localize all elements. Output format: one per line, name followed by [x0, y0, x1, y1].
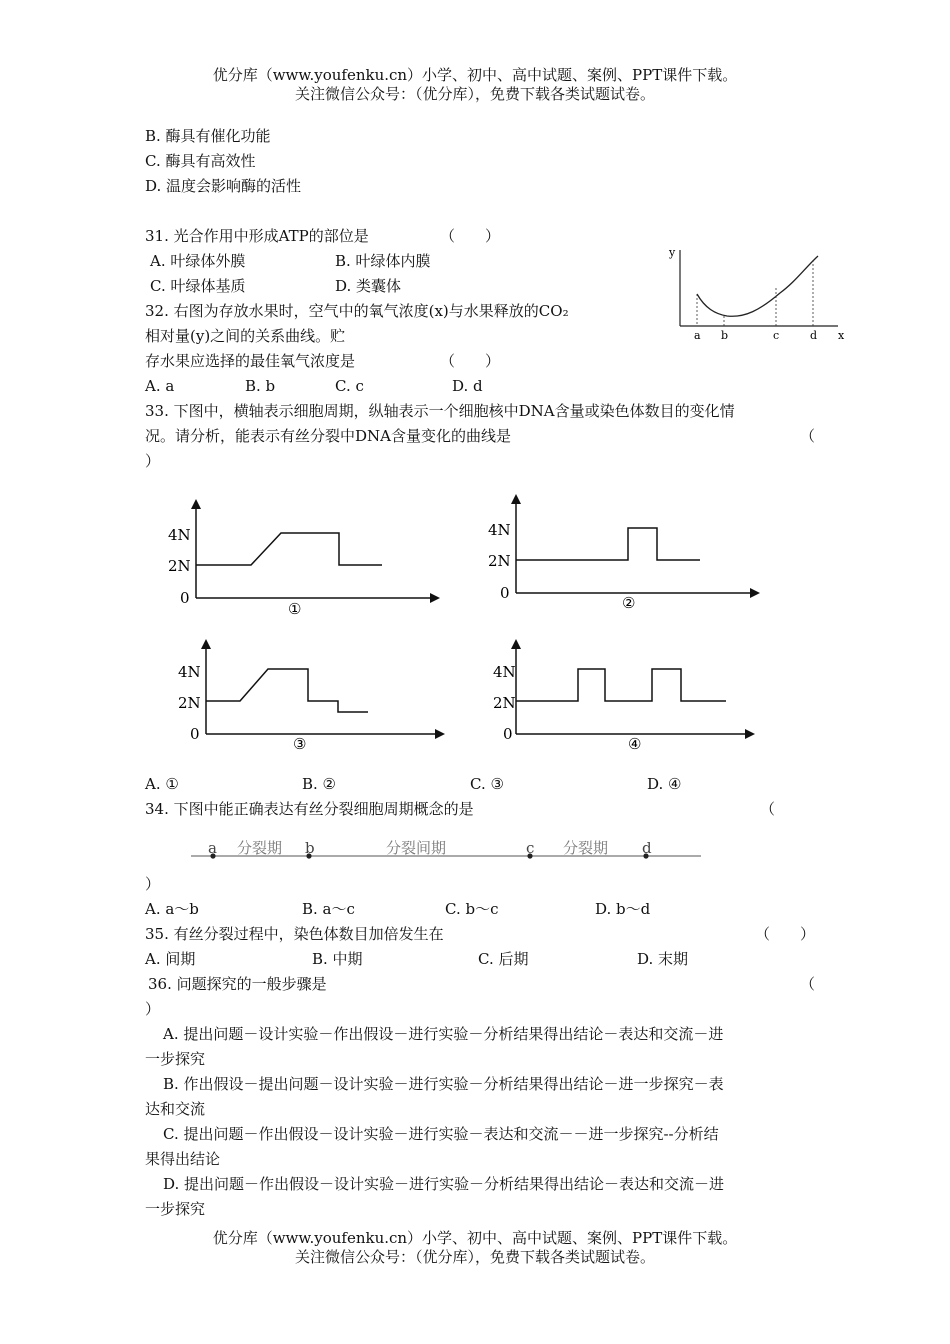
q36-option-d-line-2: 一步探究: [145, 1200, 206, 1218]
graph-2-curve: [516, 528, 700, 560]
q32-tick-a: a: [694, 329, 701, 342]
q33-graph-2: [480, 490, 770, 620]
q35-option-a: A. 间期: [145, 950, 196, 968]
graph-4-y-arrow: [511, 639, 521, 649]
q34-label-c: c: [526, 839, 535, 857]
q33-graph-1: [160, 495, 450, 625]
q33-graph-3: [170, 635, 460, 760]
q36-option-a-line-2: 一步探究: [145, 1050, 206, 1068]
q33-option-b: B. ②: [302, 775, 337, 793]
header-line-1: 优分库（www.youfenku.cn）小学、初中、高中试题、案例、PPT课件下载。: [212, 66, 738, 84]
q34-label-b: b: [305, 839, 315, 857]
q32-stem-line-3: 存水果应选择的最佳氧气浓度是: [145, 352, 356, 370]
q34-label-a: a: [208, 839, 217, 857]
q32-tick-d: d: [810, 329, 818, 342]
q35-answer-paren: （ ）: [755, 925, 816, 943]
q33-graph-4: [485, 635, 775, 760]
q32-option-a: A. a: [145, 377, 175, 395]
q32-answer-paren: （ ）: [440, 352, 501, 370]
q35-stem: 35. 有丝分裂过程中，染色体数目加倍发生在: [145, 925, 444, 943]
q34-stem: 34. 下图中能正确表达有丝分裂细胞周期概念的是: [145, 800, 474, 818]
graph-2-2n-label: 2N: [488, 552, 511, 570]
q33-option-d: D. ④: [647, 775, 682, 793]
graph-3-2n-label: 2N: [178, 694, 201, 712]
graph-3-4n-label: 4N: [178, 663, 201, 681]
graph-3-caption: ③: [293, 735, 307, 753]
q32-oxygen-co2-graph: [660, 238, 850, 348]
graph-1-x-arrow: [430, 593, 440, 603]
graph-1-caption: ①: [288, 600, 302, 618]
q31-option-b: B. 叶绿体内膜: [335, 252, 431, 270]
q33-paren-close: ）: [145, 452, 161, 470]
graph-4-curve: [516, 669, 726, 701]
q34-option-a: A. a～b: [145, 900, 199, 918]
q36-option-b-line-1: B. 作出假设－提出问题－设计实验－进行实验－分析结果得出结论－进一步探究－表: [163, 1075, 724, 1093]
q34-segment-division-1: 分裂期: [237, 839, 283, 857]
q34-option-d: D. b～d: [595, 900, 651, 918]
graph-4-4n-label: 4N: [493, 663, 516, 681]
q31-option-d: D. 类囊体: [335, 277, 402, 295]
q34-cell-cycle-line: [185, 833, 725, 868]
q36-option-b-line-2: 达和交流: [145, 1100, 206, 1118]
q30-option-c: C. 酶具有高效性: [145, 152, 256, 170]
q31-option-a: A. 叶绿体外膜: [150, 252, 246, 270]
graph-3-x-arrow: [435, 729, 445, 739]
q32-curve: [697, 256, 818, 316]
footer-line-2: 关注微信公众号：（优分库），免费下载各类试题试卷。: [294, 1248, 655, 1266]
graph-1-y-arrow: [191, 499, 201, 509]
q30-option-b: B. 酶具有催化功能: [145, 127, 271, 145]
q34-option-b: B. a～c: [302, 900, 355, 918]
graph-2-x-arrow: [750, 588, 760, 598]
graph-4-x-arrow: [745, 729, 755, 739]
q34-paren-open: （: [760, 800, 776, 818]
graph-2-y-arrow: [511, 494, 521, 504]
q33-stem-line-2: 况。请分析，能表示有丝分裂中DNA含量变化的曲线是: [145, 427, 511, 445]
q34-paren-close: ）: [145, 875, 161, 893]
q35-option-c: C. 后期: [478, 950, 529, 968]
q33-paren-open: （: [800, 427, 816, 445]
q36-option-d-line-1: D. 提出问题－作出假设－设计实验－进行实验－分析结果得出结论－表达和交流－进: [163, 1175, 725, 1193]
q32-option-d: D. d: [452, 377, 483, 395]
graph-4-caption: ④: [628, 735, 642, 753]
q36-option-c-line-2: 果得出结论: [145, 1150, 221, 1168]
q32-y-label: y: [669, 246, 676, 259]
q36-stem: 36. 问题探究的一般步骤是: [148, 975, 327, 993]
q35-option-d: D. 末期: [637, 950, 689, 968]
graph-1-curve: [196, 533, 382, 565]
graph-2-4n-label: 4N: [488, 521, 511, 539]
q32-tick-c: c: [773, 329, 780, 342]
graph-3-0-label: 0: [190, 725, 200, 743]
graph-1-2n-label: 2N: [168, 557, 191, 575]
q32-stem-line-2: 相对量(y)之间的关系曲线。贮: [145, 327, 346, 345]
graph-1-4n-label: 4N: [168, 526, 191, 544]
q33-option-a: A. ①: [145, 775, 179, 793]
header-line-2: 关注微信公众号：（优分库），免费下载各类试题试卷。: [294, 85, 655, 103]
footer-line-1: 优分库（www.youfenku.cn）小学、初中、高中试题、案例、PPT课件下载。: [212, 1229, 738, 1247]
q31-option-c: C. 叶绿体基质: [150, 277, 246, 295]
graph-3-curve: [206, 669, 368, 712]
q31-answer-paren: （ ）: [440, 227, 501, 245]
q36-option-a-line-1: A. 提出问题－设计实验－作出假设－进行实验－分析结果得出结论－表达和交流－进: [163, 1025, 724, 1043]
q34-segment-division-2: 分裂期: [563, 839, 609, 857]
graph-2-caption: ②: [622, 594, 636, 612]
q32-stem-line-1: 32. 右图为存放水果时，空气中的氧气浓度(x)与水果释放的CO₂: [145, 302, 569, 320]
q32-option-b: B. b: [245, 377, 276, 395]
graph-2-0-label: 0: [500, 584, 510, 602]
q36-option-c-line-1: C. 提出问题－作出假设－设计实验－进行实验－表达和交流－－进一步探究--分析结: [163, 1125, 719, 1143]
q31-stem: 31. 光合作用中形成ATP的部位是: [145, 227, 369, 245]
graph-4-0-label: 0: [503, 725, 513, 743]
q34-segment-interphase: 分裂间期: [386, 839, 447, 857]
graph-4-2n-label: 2N: [493, 694, 516, 712]
q32-x-label: x: [838, 329, 845, 342]
q34-option-c: C. b～c: [445, 900, 499, 918]
graph-3-y-arrow: [201, 639, 211, 649]
q36-paren-open: （: [800, 975, 816, 993]
q32-tick-b: b: [721, 329, 729, 342]
q35-option-b: B. 中期: [312, 950, 363, 968]
q32-option-c: C. c: [335, 377, 364, 395]
q34-label-d: d: [642, 839, 652, 857]
q30-option-d: D. 温度会影响酶的活性: [145, 177, 302, 195]
q33-stem-line-1: 33. 下图中，横轴表示细胞周期，纵轴表示一个细胞核中DNA含量或染色体数目的变化情: [145, 402, 735, 420]
graph-1-0-label: 0: [180, 589, 190, 607]
q36-paren-close: ）: [145, 1000, 161, 1018]
q33-option-c: C. ③: [470, 775, 504, 793]
